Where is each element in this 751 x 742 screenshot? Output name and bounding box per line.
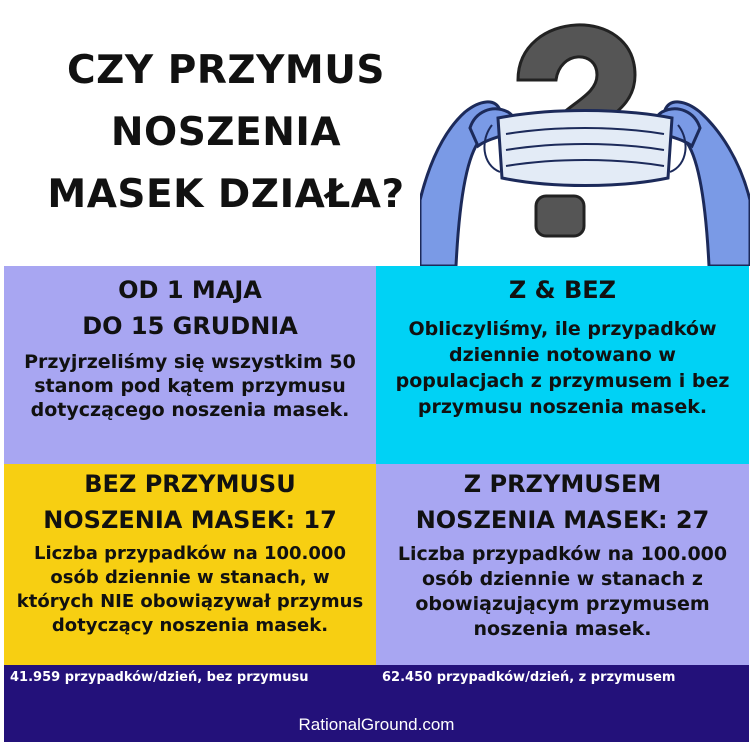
page-title: [16, 40, 436, 226]
heading-line: BEZ PRZYMUSU: [84, 470, 296, 498]
panel-body: Liczba przypadków na 100.000 osób dziennie w stanach z obowiązującym przymusem noszenia masek.: [397, 543, 728, 640]
panel-period: [4, 266, 376, 464]
face-mask-icon: [484, 111, 685, 186]
panel-heading: Z & BEZ: [508, 276, 617, 304]
heading-line: NOSZENIA MASEK: 17: [43, 506, 337, 534]
panel-without-mandate: [4, 464, 376, 665]
panel-heading: [376, 466, 749, 538]
panel-body: Liczba przypadków na 100.000 osób dziennie w stanach, w których NIE obowiązywał przymus dotyczący noszenia masek.: [16, 543, 364, 636]
mask-illustration: [420, 0, 750, 266]
panel-body: Obliczyliśmy, ile przypadków dziennie notowano w populacjach z przymusem i bez przymusu noszenia masek.: [395, 318, 730, 418]
panel-with-mandate: [376, 464, 749, 665]
header: [0, 0, 751, 266]
footer: [4, 665, 749, 742]
title-line: MASEK DZIAŁA?: [47, 172, 405, 217]
heading-line: Z PRZYMUSEM: [463, 470, 662, 498]
heading-line: NOSZENIA MASEK: 27: [415, 506, 710, 534]
source-credit: RationalGround.com: [298, 715, 455, 734]
panel-heading: [4, 272, 376, 344]
title-line: CZY PRZYMUS: [67, 48, 385, 93]
panel-heading: [4, 466, 376, 538]
stat-without-mandate: 41.959 przypadków/dzień, bez przymusu: [10, 670, 309, 685]
title-line: NOSZENIA: [110, 110, 342, 155]
heading-line: OD 1 MAJA: [118, 276, 262, 304]
panel-comparison: [376, 266, 749, 464]
heading-line: DO 15 GRUDNIA: [82, 312, 298, 340]
panel-body: Przyjrzeliśmy się wszystkim 50 stanom pod kątem przymusu dotyczącego noszenia masek.: [24, 351, 356, 421]
stat-with-mandate: 62.450 przypadków/dzień, z przymusem: [382, 670, 676, 685]
